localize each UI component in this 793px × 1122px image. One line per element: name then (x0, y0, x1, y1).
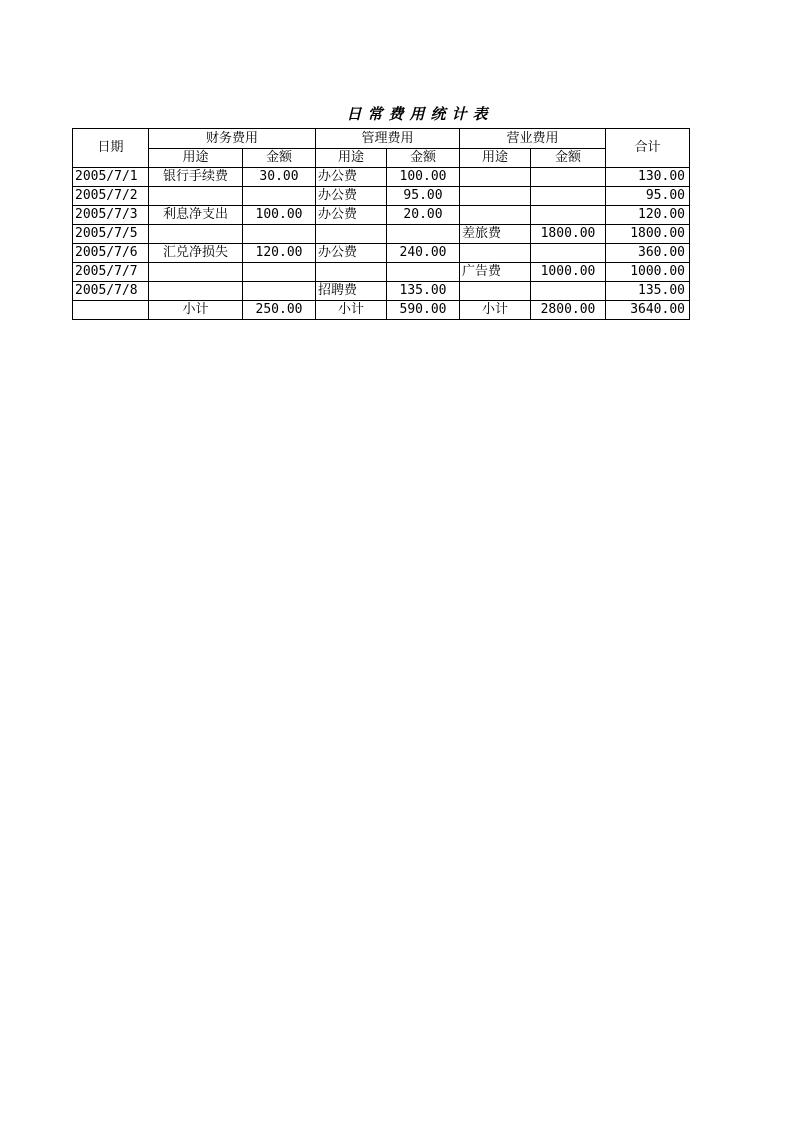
cell-date: 2005/7/7 (73, 263, 149, 282)
cell-total: 95.00 (606, 187, 690, 206)
table-row (73, 263, 690, 282)
cell-admin-amount: 95.00 (387, 187, 460, 206)
cell-admin-use: 办公费 (316, 187, 387, 206)
cell-total: 360.00 (606, 244, 690, 263)
cell-admin-use (316, 225, 387, 244)
cell-date: 2005/7/3 (73, 206, 149, 225)
cell-finance-use (149, 263, 243, 282)
subtotal-finance-label: 小计 (149, 301, 243, 320)
header-date: 日期 (73, 129, 149, 168)
cell-admin-use: 办公费 (316, 244, 387, 263)
cell-total: 120.00 (606, 206, 690, 225)
header-finance-amount: 金额 (243, 149, 316, 168)
cell-sales-amount (531, 187, 606, 206)
cell-sales-use (460, 244, 531, 263)
table-row (73, 168, 690, 187)
header-admin-use: 用途 (316, 149, 387, 168)
cell-date: 2005/7/8 (73, 282, 149, 301)
cell-finance-amount (243, 187, 316, 206)
cell-sales-use: 差旅费 (460, 225, 531, 244)
cell-finance-use: 汇兑净损失 (149, 244, 243, 263)
cell-finance-amount: 100.00 (243, 206, 316, 225)
cell-sales-amount: 1000.00 (531, 263, 606, 282)
subtotal-sales-label: 小计 (460, 301, 531, 320)
cell-sales-amount (531, 168, 606, 187)
cell-sales-use (460, 206, 531, 225)
cell-total: 130.00 (606, 168, 690, 187)
header-finance: 财务费用 (149, 129, 316, 149)
subtotal-row (73, 301, 690, 320)
cell-sales-amount (531, 244, 606, 263)
cell-total: 1800.00 (606, 225, 690, 244)
cell-sales-use: 广告费 (460, 263, 531, 282)
cell-finance-use (149, 225, 243, 244)
header-sales-use: 用途 (460, 149, 531, 168)
subtotal-sales-amount: 2800.00 (531, 301, 606, 320)
table-row (73, 244, 690, 263)
sheet-title: 日常费用统计表 (346, 105, 494, 123)
header-sales-amount: 金额 (531, 149, 606, 168)
cell-finance-use: 银行手续费 (149, 168, 243, 187)
cell-date: 2005/7/6 (73, 244, 149, 263)
header-admin: 管理费用 (316, 129, 460, 149)
cell-empty (73, 301, 149, 320)
subtotal-total: 3640.00 (606, 301, 690, 320)
cell-sales-amount: 1800.00 (531, 225, 606, 244)
subtotal-finance-amount: 250.00 (243, 301, 316, 320)
cell-sales-amount (531, 282, 606, 301)
cell-finance-amount: 120.00 (243, 244, 316, 263)
cell-admin-use (316, 263, 387, 282)
header-admin-amount: 金额 (387, 149, 460, 168)
cell-date: 2005/7/5 (73, 225, 149, 244)
cell-finance-use (149, 187, 243, 206)
subtotal-admin-amount: 590.00 (387, 301, 460, 320)
header-row-2 (73, 149, 690, 168)
cell-admin-use: 办公费 (316, 168, 387, 187)
cell-date: 2005/7/2 (73, 187, 149, 206)
cell-admin-amount: 20.00 (387, 206, 460, 225)
cell-sales-use (460, 187, 531, 206)
cell-admin-use: 招聘费 (316, 282, 387, 301)
cell-date: 2005/7/1 (73, 168, 149, 187)
cell-admin-amount: 240.00 (387, 244, 460, 263)
header-row-1 (73, 129, 690, 149)
cell-finance-use (149, 282, 243, 301)
cell-finance-amount: 30.00 (243, 168, 316, 187)
table-row (73, 282, 690, 301)
cell-finance-amount (243, 263, 316, 282)
header-total: 合计 (606, 129, 690, 168)
cell-sales-use (460, 168, 531, 187)
cell-admin-amount (387, 225, 460, 244)
table-row (73, 225, 690, 244)
cell-total: 1000.00 (606, 263, 690, 282)
cell-admin-amount: 100.00 (387, 168, 460, 187)
table-row (73, 187, 690, 206)
expense-table (72, 128, 690, 320)
cell-finance-amount (243, 225, 316, 244)
cell-admin-amount (387, 263, 460, 282)
cell-finance-use: 利息净支出 (149, 206, 243, 225)
subtotal-admin-label: 小计 (316, 301, 387, 320)
cell-finance-amount (243, 282, 316, 301)
cell-sales-amount (531, 206, 606, 225)
cell-admin-amount: 135.00 (387, 282, 460, 301)
header-sales: 营业费用 (460, 129, 606, 149)
header-finance-use: 用途 (149, 149, 243, 168)
table-row (73, 206, 690, 225)
cell-admin-use: 办公费 (316, 206, 387, 225)
cell-sales-use (460, 282, 531, 301)
cell-total: 135.00 (606, 282, 690, 301)
